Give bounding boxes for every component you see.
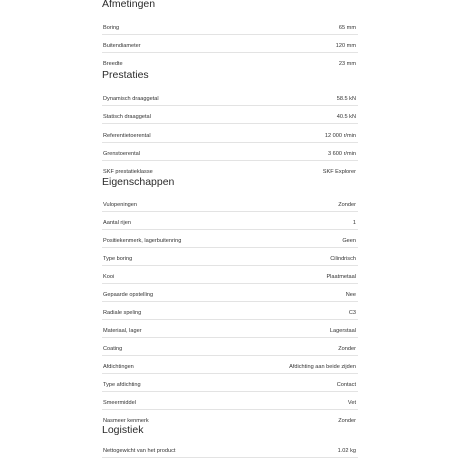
spec-row-afdichtingen <box>102 355 358 374</box>
spec-row-type-afdichting <box>102 373 358 392</box>
spec-label: Nasmeer kenmerk <box>103 418 149 424</box>
section-title-afmetingen: Afmetingen <box>102 0 156 10</box>
spec-value: 1.02 kg <box>337 448 356 454</box>
spec-row-aantal-rijen <box>102 211 358 230</box>
spec-label: Vulopeningen <box>103 202 138 208</box>
spec-value: Afdichting aan beide zijden <box>289 364 356 370</box>
spec-row-smeermiddel <box>102 391 358 410</box>
spec-value: C3 <box>348 310 356 316</box>
spec-row-coating <box>102 337 358 356</box>
spec-value: Contact <box>336 382 356 388</box>
spec-row-materiaal-lager <box>102 319 358 338</box>
spec-row-radiale-speling <box>102 301 358 320</box>
spec-label: Kooi <box>103 274 115 280</box>
spec-label: Nettogewicht van het product <box>103 448 176 454</box>
spec-value: Plaatmetaal <box>326 274 356 280</box>
spec-row-positiekenmerk <box>102 229 358 248</box>
spec-value: SKF Explorer <box>322 169 356 175</box>
spec-value: Vet <box>347 400 356 406</box>
spec-value: 1 <box>352 220 356 226</box>
spec-label: Radiale speling <box>103 310 142 316</box>
spec-label: Gepaarde opstelling <box>103 292 154 298</box>
spec-row-gepaarde-opstelling <box>102 283 358 302</box>
spec-value: Zonder <box>338 202 356 208</box>
section-title-eigenschappen: Eigenschappen <box>102 176 175 188</box>
spec-value: Zonder <box>338 418 356 424</box>
section-title-logistiek: Logistiek <box>102 424 144 436</box>
spec-label: Coating <box>103 346 123 352</box>
spec-value: Zonder <box>338 346 356 352</box>
spec-row-nettogewicht <box>102 439 358 458</box>
spec-label: Afdichtingen <box>103 364 134 370</box>
spec-label: Positiekenmerk, lagerbuitenring <box>103 238 182 244</box>
spec-value: 65 mm <box>338 25 356 31</box>
spec-value: 40.5 kN <box>336 114 356 120</box>
spec-label: Breedte <box>103 61 123 67</box>
spec-value: Nee <box>345 292 356 298</box>
spec-value: Cilindrisch <box>330 256 356 262</box>
spec-label: Boring <box>103 25 120 31</box>
spec-label: Grenstoerental <box>103 151 141 157</box>
spec-label: Smeermiddel <box>103 400 136 406</box>
spec-row-vulopeningen <box>102 193 358 212</box>
spec-label: Type boring <box>103 256 133 262</box>
spec-row-grenstoerental <box>102 142 358 161</box>
spec-row-breedte <box>102 52 358 70</box>
spec-row-statisch-draaggetal <box>102 105 358 124</box>
spec-value: Geen <box>342 238 356 244</box>
spec-row-referentietoerental <box>102 124 358 143</box>
spec-label: Type afdichting <box>103 382 141 388</box>
spec-value: 58.5 kN <box>336 96 356 102</box>
spec-label: Materiaal, lager <box>103 328 142 334</box>
spec-label: SKF prestatieklasse <box>103 169 153 175</box>
section-title-prestaties: Prestaties <box>102 69 149 81</box>
spec-row-dynamisch-draaggetal <box>102 87 358 106</box>
spec-value: 12 000 r/min <box>324 133 356 139</box>
spec-row-boring <box>102 16 358 35</box>
spec-label: Buitendiameter <box>103 43 141 49</box>
spec-value: 23 mm <box>338 61 356 67</box>
spec-label: Dynamisch draaggetal <box>103 96 159 102</box>
spec-row-type-boring <box>102 247 358 266</box>
spec-value: 120 mm <box>335 43 356 49</box>
spec-value: 3 600 r/min <box>328 151 356 157</box>
spec-row-kooi <box>102 265 358 284</box>
spec-row-buitendiameter <box>102 34 358 53</box>
spec-label: Referentietoerental <box>103 133 151 139</box>
spec-label: Statisch draaggetal <box>103 114 151 120</box>
spec-label: Aantal rijen <box>103 220 131 226</box>
spec-value: Lagerstaal <box>329 328 356 334</box>
